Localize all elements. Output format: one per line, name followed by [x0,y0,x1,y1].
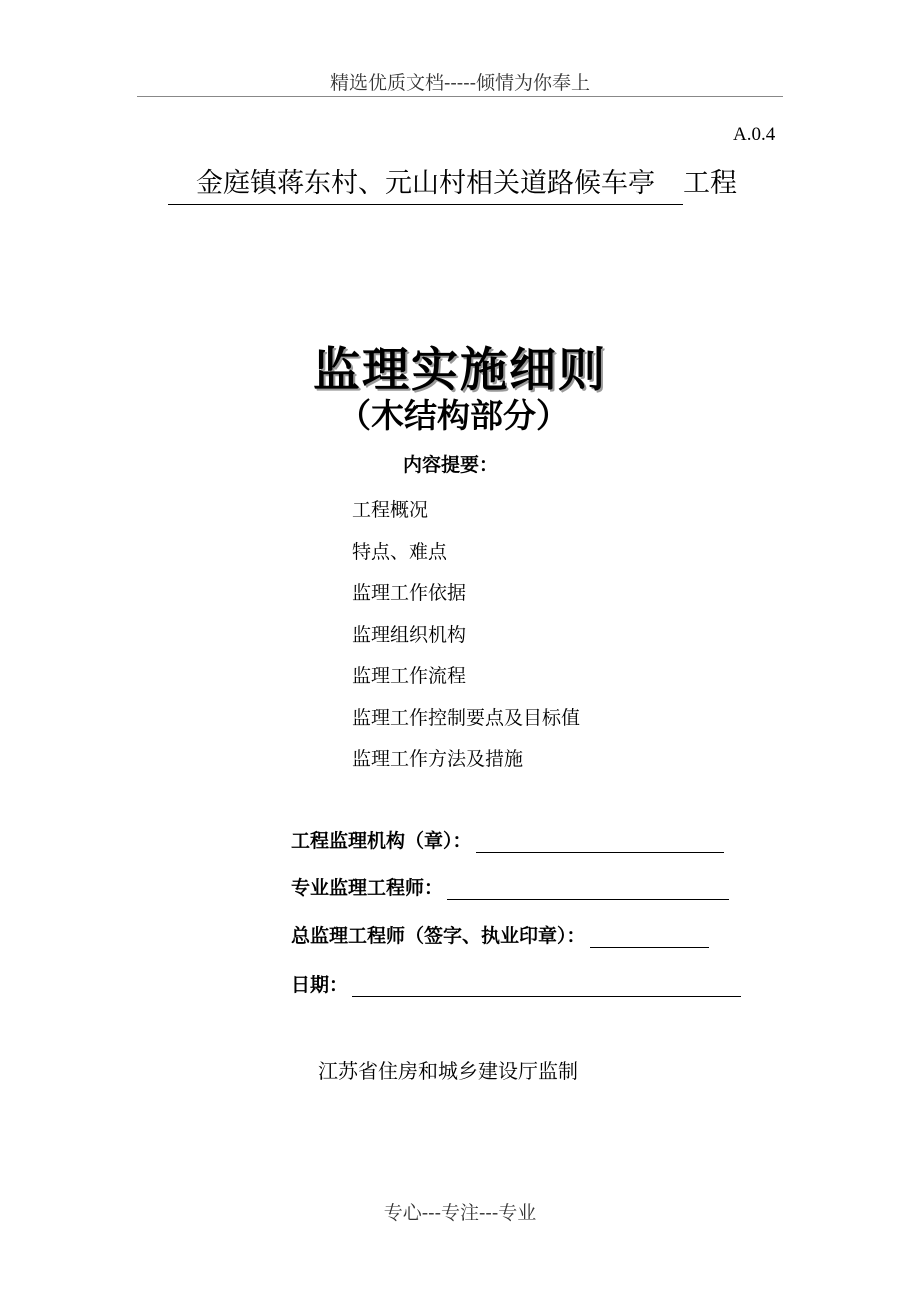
signature-label: 总监理工程师（签字、执业印章）： [291,925,586,947]
header-divider [137,96,783,97]
list-item: 监理工作依据 [352,582,467,604]
issuer-text: 江苏省住房和城乡建设厅监制 [318,1059,578,1083]
list-item: 监理组织机构 [352,623,467,646]
signature-row-date [291,970,741,997]
list-item: 监理工作流程 [352,665,467,687]
document-title: 监理实施细则 [313,343,607,398]
list-item: 监理工作控制要点及目标值 [352,706,581,729]
signature-row-agency [291,826,724,853]
signature-row-chief-engineer [291,921,709,948]
page-footer: 专心---专注---专业 [383,1202,537,1224]
signature-blank-line [476,832,724,853]
signature-row-engineer [291,873,729,900]
signature-label: 专业监理工程师： [291,877,444,899]
list-item: 特点、难点 [352,540,448,563]
project-suffix: 工程 [683,168,737,199]
signature-blank-line [447,879,729,900]
project-name: 金庭镇蒋东村、元山村相关道路候车亭 [168,166,683,205]
signature-blank-line [352,976,741,997]
summary-label: 内容提要： [403,454,499,476]
project-line [168,166,737,205]
form-code: A.0.4 [733,124,776,145]
contents-list [352,490,580,781]
list-item: 监理工作方法及措施 [352,748,524,770]
signature-blank-line [590,927,709,948]
signature-label: 日期： [291,974,349,996]
signature-label: 工程监理机构（章）： [291,830,472,852]
page-header: 精选优质文档-----倾情为你奉上 [329,72,591,94]
list-item: 工程概况 [352,499,429,521]
document-subtitle: （木结构部分） [338,396,569,435]
